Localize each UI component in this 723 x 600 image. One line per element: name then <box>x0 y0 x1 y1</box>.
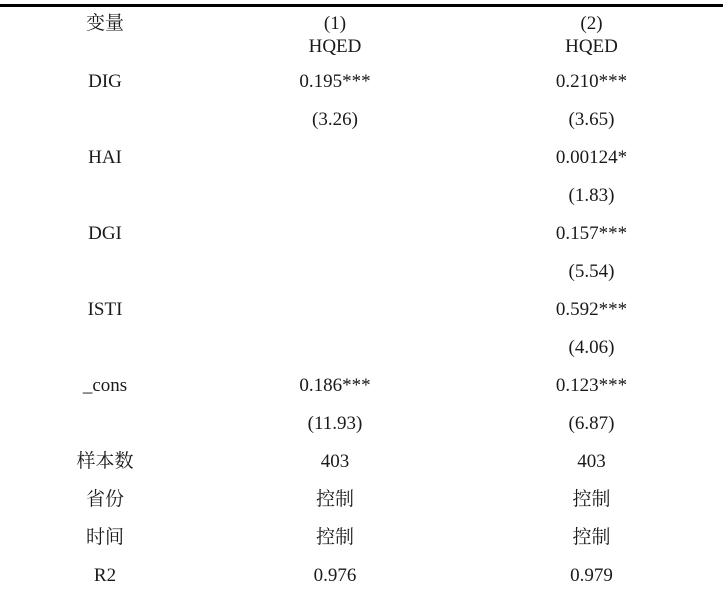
row-label <box>0 177 210 215</box>
table-row <box>0 291 723 329</box>
column-1-number: (1) <box>323 13 347 34</box>
cell-col-1 <box>210 177 460 215</box>
cell-col-2: (1.83) <box>568 185 615 206</box>
variable-header: 变量 <box>85 13 124 34</box>
table-row <box>0 139 723 177</box>
column-2-header <box>460 13 723 63</box>
cell-col-2: (4.06) <box>568 337 615 358</box>
table-row <box>0 329 723 367</box>
cell-col-1 <box>210 253 460 291</box>
table-row <box>0 215 723 253</box>
column-2-dependent-variable: HQED <box>565 36 618 57</box>
table-row <box>0 101 723 139</box>
row-label: ISTI <box>87 299 123 320</box>
cell-col-1 <box>210 139 460 177</box>
column-2-number: (2) <box>580 13 603 34</box>
cell-col-2: 控制 <box>572 489 611 510</box>
row-label: 样本数 <box>76 451 134 472</box>
table-row <box>0 443 723 481</box>
table-row <box>0 253 723 291</box>
cell-col-1: 0.186*** <box>299 375 371 396</box>
row-label: DGI <box>88 223 122 244</box>
cell-col-1 <box>210 329 460 367</box>
table-row <box>0 519 723 557</box>
top-rule <box>0 4 723 7</box>
table-row <box>0 367 723 405</box>
table-row <box>0 557 723 595</box>
row-label: 省份 <box>85 489 124 510</box>
row-label <box>0 329 210 367</box>
cell-col-2: 0.157*** <box>555 223 628 244</box>
column-1-header <box>210 13 460 63</box>
cell-col-1: 0.195*** <box>299 71 371 92</box>
cell-col-2: 403 <box>577 451 606 472</box>
cell-col-1: 控制 <box>315 489 354 510</box>
cell-col-2: 控制 <box>572 527 611 548</box>
cell-col-1: 0.976 <box>313 565 357 586</box>
row-label: _cons <box>82 375 128 396</box>
cell-col-2: 0.00124* <box>555 147 628 168</box>
table-row <box>0 405 723 443</box>
cell-col-2: 0.123*** <box>555 375 628 396</box>
column-1-dependent-variable: HQED <box>308 36 362 57</box>
regression-table <box>0 13 723 595</box>
row-label: HAI <box>88 147 122 168</box>
cell-col-1: 403 <box>320 451 350 472</box>
table-row <box>0 63 723 101</box>
cell-col-1 <box>210 291 460 329</box>
row-label <box>0 405 210 443</box>
cell-col-2: 0.979 <box>570 565 613 586</box>
cell-col-2: (6.87) <box>568 413 615 434</box>
table-header-row <box>0 13 723 63</box>
cell-col-2: (3.65) <box>568 109 615 130</box>
row-label: 时间 <box>85 527 124 548</box>
cell-col-1: (11.93) <box>307 413 363 434</box>
cell-col-2: 0.592*** <box>555 299 628 320</box>
table-row <box>0 481 723 519</box>
row-label <box>0 101 210 139</box>
table-row <box>0 177 723 215</box>
cell-col-1: 控制 <box>315 527 354 548</box>
cell-col-1: (3.26) <box>312 109 358 130</box>
row-label <box>0 253 210 291</box>
row-label: R2 <box>93 565 117 586</box>
cell-col-2: (5.54) <box>568 261 615 282</box>
cell-col-1 <box>210 215 460 253</box>
row-label: DIG <box>88 71 122 92</box>
cell-col-2: 0.210*** <box>555 71 628 92</box>
